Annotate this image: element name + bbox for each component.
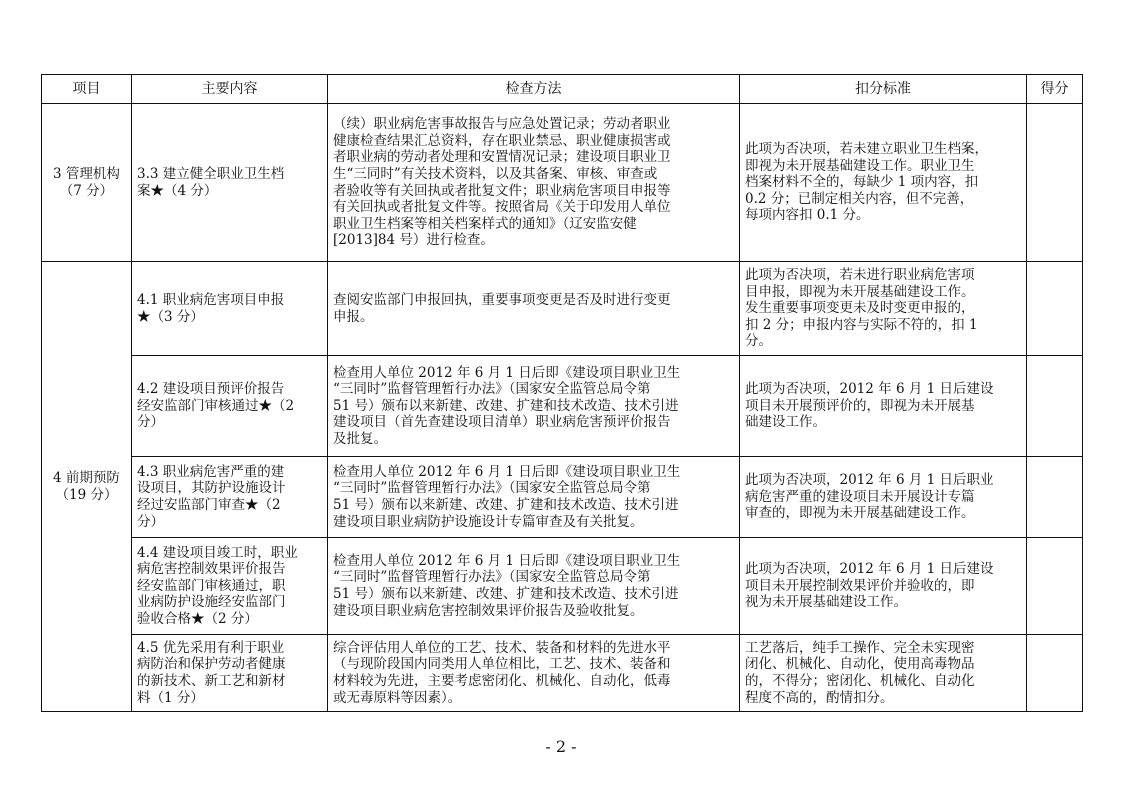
content-cell: 4.3 职业病危害严重的建 设项目，其防护设施设计 经过安监部门审查★（2 分）	[132, 457, 328, 538]
score-cell[interactable]	[1027, 635, 1083, 712]
method-cell: （续）职业病危害事故报告与应急处置记录；劳动者职业 健康检查结果汇总资料，存在职业禁忌、职业健康损害或 者职业病的劳动者处理和安置情况记录；建设项目职业卫 生“三同时”有关技术资料，以及其备案、审核、审查或 者验收等有关回执或者批复文件；职业病危害项目申报等 有关回执或者批复文件等。按照省局《关于印发用人单位 职业卫生档案等相关档案样式的通知》（辽安监安健 [2013]84 号）进行检查。	[328, 104, 740, 262]
standard-cell: 工艺落后，纯手工操作、完全未实现密 闭化、机械化、自动化，使用高毒物品 的，不得分；密闭化、机械化、自动化 程度不高的，酌情扣分。	[740, 635, 1027, 712]
group-label: 3 管理机构 （7 分）	[42, 104, 132, 262]
table-row	[42, 635, 1083, 712]
score-cell[interactable]	[1027, 457, 1083, 538]
page-number: - 2 -	[545, 737, 577, 756]
content-cell: 4.2 建设项目预评价报告 经安监部门审核通过★（2 分）	[132, 356, 328, 457]
table-row	[42, 262, 1083, 356]
score-cell[interactable]	[1027, 104, 1083, 262]
score-cell[interactable]	[1027, 538, 1083, 635]
standard-cell: 此项为否决项，若未进行职业病危害项 目申报，即视为未开展基础建设工作。 发生重要事项变更未及时变更申报的， 扣 2 分；申报内容与实际不符的，扣 1 分。	[740, 262, 1027, 356]
header-content: 主要内容	[132, 75, 328, 104]
method-cell: 检查用人单位 2012 年 6 月 1 日后即《建设项目职业卫生 “三同时”监督管理暂行办法》（国家安全监管总局令第 51 号）颁布以来新建、改建、扩建和技术改造、技术引进 建设项目职业病防护设施设计专篇审查及有关批复。	[328, 457, 740, 538]
standard-cell: 此项为否决项，若未建立职业卫生档案， 即视为未开展基础建设工作。职业卫生 档案材料不全的，每缺少 1 项内容，扣 0.2 分；已制定相关内容，但不完善， 每项内容扣 0.1 分。	[740, 104, 1027, 262]
method-cell: 检查用人单位 2012 年 6 月 1 日后即《建设项目职业卫生 “三同时”监督管理暂行办法》（国家安全监管总局令第 51 号）颁布以来新建、改建、扩建和技术改造、技术引进 建设项目职业病危害控制效果评价报告及验收批复。	[328, 538, 740, 635]
header-score: 得分	[1027, 75, 1083, 104]
score-cell[interactable]	[1027, 262, 1083, 356]
header-item: 项目	[42, 75, 132, 104]
standard-cell: 此项为否决项，2012 年 6 月 1 日后职业 病危害严重的建设项目未开展设计专篇 审查的，即视为未开展基础建设工作。	[740, 457, 1027, 538]
table-row	[42, 538, 1083, 635]
content-cell: 3.3 建立健全职业卫生档 案★（4 分）	[132, 104, 328, 262]
scoring-table	[41, 74, 1083, 712]
content-cell: 4.4 建设项目竣工时，职业 病危害控制效果评价报告 经安监部门审核通过，职 业病防护设施经安监部门 验收合格★（2 分）	[132, 538, 328, 635]
method-cell: 综合评估用人单位的工艺、技术、装备和材料的先进水平 （与现阶段国内同类用人单位相比，工艺、技术、装备和 材料较为先进，主要考虑密闭化、机械化、自动化，低毒 或无毒原料等因素）。	[328, 635, 740, 712]
content-cell: 4.5 优先采用有利于职业 病防治和保护劳动者健康 的新技术、新工艺和新材 料（1 分）	[132, 635, 328, 712]
table-row	[42, 104, 1083, 262]
header-row	[42, 75, 1083, 104]
header-standard: 扣分标准	[740, 75, 1027, 104]
group-label: 4 前期预防 （19 分）	[42, 262, 132, 712]
header-method: 检查方法	[328, 75, 740, 104]
method-cell: 检查用人单位 2012 年 6 月 1 日后即《建设项目职业卫生 “三同时”监督管理暂行办法》（国家安全监管总局令第 51 号）颁布以来新建、改建、扩建和技术改造、技术引进 建设项目（首先查建设项目清单）职业病危害预评价报告 及批复。	[328, 356, 740, 457]
standard-cell: 此项为否决项，2012 年 6 月 1 日后建设 项目未开展控制效果评价并验收的，即 视为未开展基础建设工作。	[740, 538, 1027, 635]
content-cell: 4.1 职业病危害项目申报 ★（3 分）	[132, 262, 328, 356]
score-cell[interactable]	[1027, 356, 1083, 457]
table-row	[42, 457, 1083, 538]
table-row	[42, 356, 1083, 457]
method-cell: 查阅安监部门申报回执，重要事项变更是否及时进行变更 申报。	[328, 262, 740, 356]
standard-cell: 此项为否决项，2012 年 6 月 1 日后建设 项目未开展预评价的，即视为未开展基 础建设工作。	[740, 356, 1027, 457]
